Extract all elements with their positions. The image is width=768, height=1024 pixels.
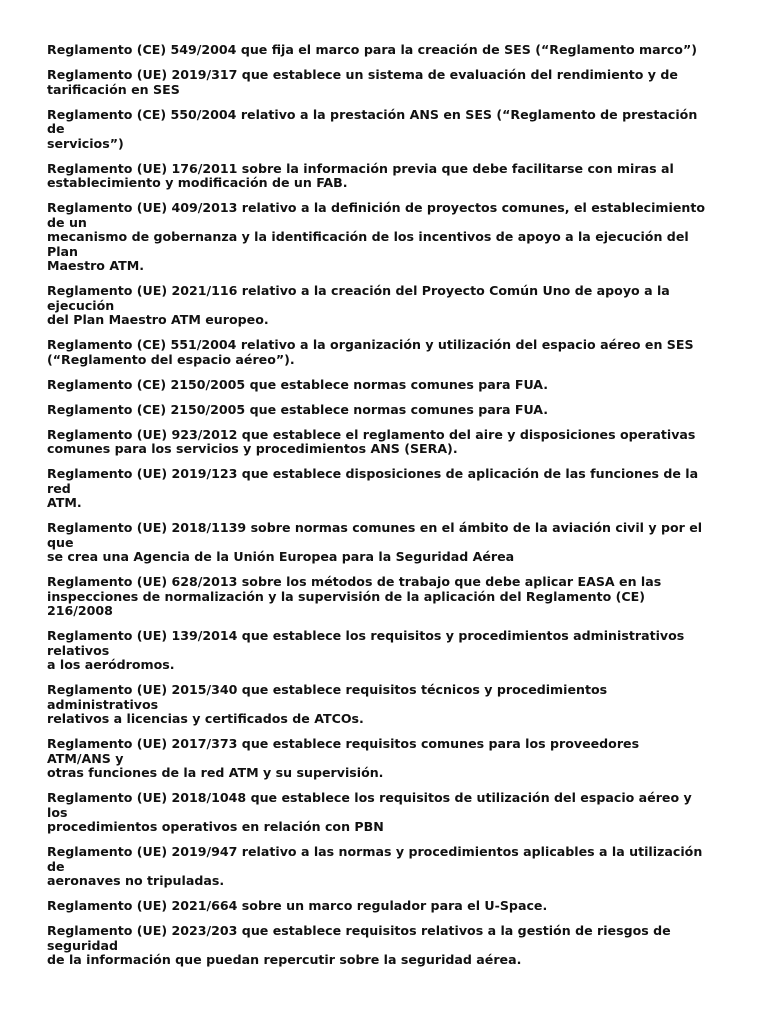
regulation-item: Reglamento (CE) 2150/2005 que establece normas comunes para FUA. bbox=[47, 376, 549, 392]
regulation-list bbox=[47, 43, 737, 978]
regulation-item: Reglamento (UE) 923/2012 que establece el reglamento del aire y disposiciones operativas comunes para los servicios y procedimientos ANS (SERA). bbox=[47, 426, 696, 456]
regulation-item: Reglamento (UE) 2017/373 que establece requisitos comunes para los proveedores ATM/ANS y otras funciones de la red ATM y su supervisión. bbox=[47, 736, 640, 780]
regulation-item: Reglamento (UE) 2019/123 que establece disposiciones de aplicación de las funciones de la red ATM. bbox=[47, 466, 699, 510]
regulation-item: Reglamento (UE) 139/2014 que establece los requisitos y procedimientos administrativos relativos a los aeródromos. bbox=[47, 628, 685, 672]
regulation-item: Reglamento (UE) 2018/1139 sobre normas comunes en el ámbito de la aviación civil y por el que se crea una Agencia de la Unión Europea para la Seguridad Aérea bbox=[47, 520, 703, 564]
regulation-item: Reglamento (CE) 549/2004 que fija el marco para la creación de SES (“Reglamento marco”) bbox=[47, 42, 697, 57]
regulation-item: Reglamento (UE) 2023/203 que establece requisitos relativos a la gestión de riesgos de seguridad de la información que puedan repercutir sobre la seguridad aérea. bbox=[47, 923, 671, 967]
regulation-item: Reglamento (UE) 2019/317 que establece un sistema de evaluación del rendimiento y de tarificación en SES bbox=[47, 67, 678, 97]
regulation-item: Reglamento (CE) 2150/2005 que establece normas comunes para FUA. bbox=[47, 401, 549, 417]
regulation-item: Reglamento (UE) 2021/116 relativo a la creación del Proyecto Común Uno de apoyo a la ejecución del Plan Maestro ATM europeo. bbox=[47, 283, 670, 327]
regulation-item: Reglamento (CE) 551/2004 relativo a la organización y utilización del espacio aéreo en SES (“Reglamento del espacio aéreo”). bbox=[47, 337, 694, 367]
regulation-item: Reglamento (UE) 2018/1048 que establece los requisitos de utilización del espacio aéreo y los procedimientos operativos en relación con PBN bbox=[47, 790, 692, 834]
regulation-item: Reglamento (UE) 628/2013 sobre los métodos de trabajo que debe aplicar EASA en las inspecciones de normalización y la supervisión de la aplicación del Reglamento (CE) 216/2008 bbox=[47, 574, 662, 618]
regulation-item: Reglamento (UE) 176/2011 sobre la información previa que debe facilitarse con miras al establecimiento y modificación de un FAB. bbox=[47, 160, 674, 190]
regulation-item: Reglamento (UE) 2015/340 que establece requisitos técnicos y procedimientos administrativos relativos a licencias y certificados de ATCOs. bbox=[47, 682, 608, 726]
regulation-item: Reglamento (UE) 2019/947 relativo a las normas y procedimientos aplicables a la utilización de aeronaves no tripuladas. bbox=[47, 844, 703, 888]
regulation-item: Reglamento (CE) 550/2004 relativo a la prestación ANS en SES (“Reglamento de prestación de servicios”) bbox=[47, 106, 698, 151]
regulation-item: Reglamento (UE) 409/2013 relativo a la definición de proyectos comunes, el establecimiento de un mecanismo de gobernanza y la identificación de los incentivos de apoyo a la ejecución del Plan Maestro ATM. bbox=[47, 200, 706, 273]
regulation-item: Reglamento (UE) 2021/664 sobre un marco regulador para el U-Space. bbox=[47, 898, 548, 913]
